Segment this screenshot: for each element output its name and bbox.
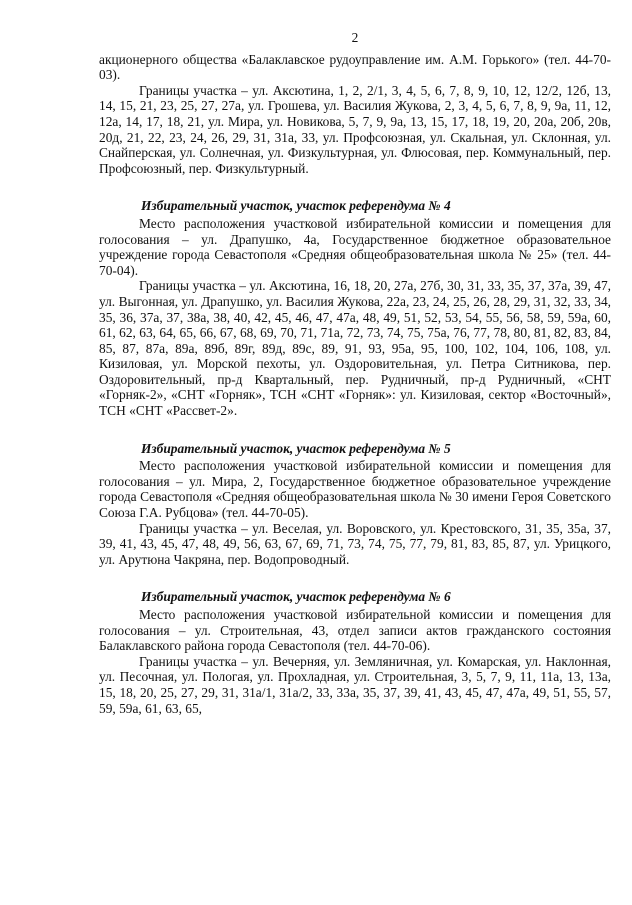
section-boundaries: Границы участка – ул. Веселая, ул. Воровского, ул. Крестовского, 31, 35, 35а, 37, 39, 41, 43, 45, 47, 48, 49, 56, 63, 67, 69, 71, 73, 74, 75, 77, 79, 81, 83, 85, 87, ул. Урицкого, ул. Арутюна Чакряна, пер. Водопроводный. [99,520,611,567]
section-heading: Избирательный участок, участок референдума № 5 [141,440,451,456]
section-location: Место расположения участковой избирательной комиссии и помещения для голосования – ул. Мира, 2, Государственное бюджетное образовательное учреждение города Севастополя «Средняя общеобразовательная школа № 30 имени Героя Советского Союза Г.А. Рубцова» (тел. 44-70-05). [99,458,611,521]
section-boundaries: Границы участка – ул. Вечерняя, ул. Земляничная, ул. Комарская, ул. Наклонная, ул. Песочная, ул. Пологая, ул. Прохладная, ул. Строительная, 3, 5, 7, 9, 11, 11а, 13, 13а, 15, 18, 20, 25, 27, 29, 31, 31а/1, 31а/2, 33, 33а, 35, 37, 39, 41, 43, 45, 47, 47а, 49, 51, 55, 57, 59, 59а, 61, 63, 65, [99,653,611,716]
intro-text: акционерного общества «Балаклавское рудоуправление им. А.М. Горького» (тел. 44-70-03). [99,51,611,83]
intro-boundaries: Границы участка – ул. Аксютина, 1, 2, 2/1, 3, 4, 5, 6, 7, 8, 9, 10, 12, 12/2, 12б, 13, 14, 15, 21, 23, 25, 27, 27а, ул. Грошева, ул. Василия Жукова, 2, 3, 4, 5, 6, 7, 8, 9, 9а, 11, 12, 12а, 14, 17, 18, 21, ул. Мира, ул. Новикова, 5, 7, 9, 9а, 13, 15, 17, 18, 19, 20, 20а, 20б, 20в, 20д, 21, 22, 23, 24, 26, 29, 31, 31а, 33, ул. Профсоюзная, ул. Скальная, ул. Склонная, ул. Снайперская, ул. Солнечная, ул. Физкультурная, ул. Флюсовая, пер. Коммунальный, пер. Профсоюзный, пер. Физкультурный. [99,82,611,176]
section-location: Место расположения участковой избирательной комиссии и помещения для голосования – ул. Драпушко, 4а, Государственное бюджетное образовательное учреждение города Севастополя «Средняя общеобразовательная школа № 25» (тел. 44-70-04). [99,215,611,278]
section-location: Место расположения участковой избирательной комиссии и помещения для голосования – ул. Строительная, 43, отдел записи актов гражданского состояния Балаклавского района города Севастополя (тел. 44-70-06). [99,607,611,654]
section-precinct-5 [99,441,611,568]
document-page [99,30,611,716]
section-precinct-4 [99,198,611,418]
section-precinct-6 [99,589,611,716]
page-number: 2 [351,30,359,45]
section-heading: Избирательный участок, участок референдума № 6 [141,589,451,605]
section-boundaries: Границы участка – ул. Аксютина, 16, 18, 20, 27а, 27б, 30, 31, 33, 35, 37, 37а, 39, 47, ул. Выгонная, ул. Драпушко, ул. Василия Жукова, 22а, 23, 24, 25, 26, 28, 29, 31, 32, 33, 34, 35, 36, 37а, 37, 38а, 38, 40, 42, 45, 46, 47, 47а, 48, 49, 51, 52, 53, 54, 55, 56, 58, 59, 59а, 60, 61, 62, 63, 64, 65, 66, 67, 68, 69, 70, 71, 71а, 72, 73, 74, 75, 75а, 76, 77, 78, 80, 81, 82, 83, 84, 85, 87, 87а, 89а, 89б, 89г, 89д, 89с, 89, 91, 93, 95а, 95, 100, 102, 104, 106, 108, ул. Кизиловая, ул. Морской пехоты, ул. Оздоровительная, ул. Петра Ситникова, пер. Оздоровительный, пр-д Квартальный, пер. Рудничный, пр-д Рудничный, «СНТ «Горняк-2», «СНТ «Горняк», ТСН «СНТ «Горняк»: ул. Кизиловая, сектор «Восточный», ТСН «СНТ «Рассвет-2». [99,278,611,419]
section-heading: Избирательный участок, участок референдума № 4 [141,198,451,214]
